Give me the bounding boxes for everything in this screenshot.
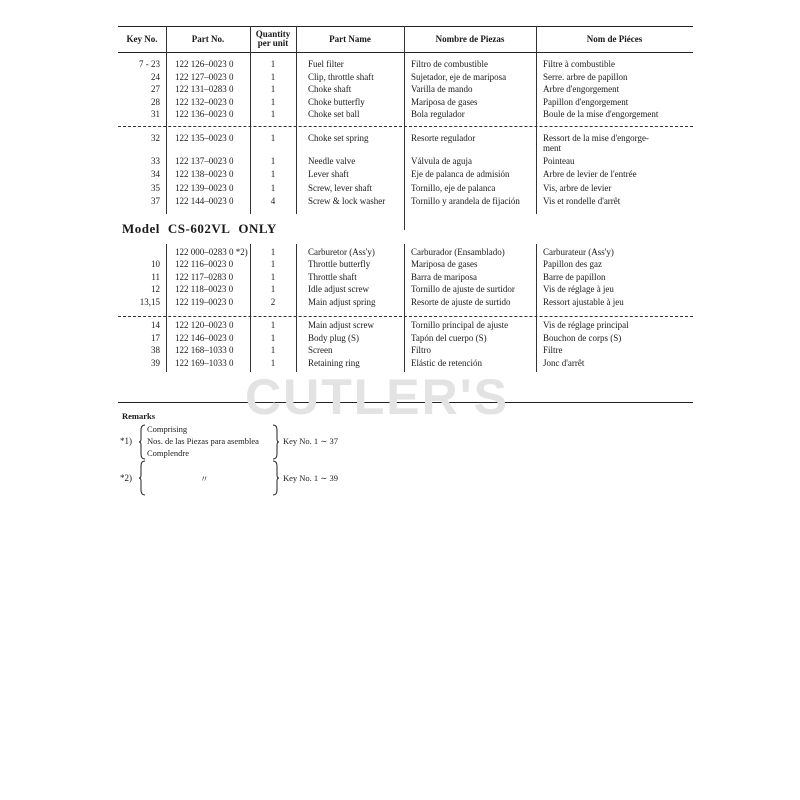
header-bottom-rule <box>118 52 693 53</box>
nombre-cell: Barra de mariposa <box>411 271 477 282</box>
nom-cell: Carburateur (Ass'y) <box>543 247 614 257</box>
key-no-cell: 27 <box>151 84 160 95</box>
key-no-cell: 32 <box>151 133 160 143</box>
quantity-cell: 1 <box>270 357 276 368</box>
part-no-cell: 122 139–0023 0 <box>175 182 234 193</box>
part-no-cell: 122 000–0283 0 *2) <box>175 247 248 257</box>
nom-cell: Arbre de levier de l'entrée <box>543 169 637 180</box>
key-no-cell: 14 <box>151 320 160 330</box>
part-no-cell: 122 131–0283 0 <box>175 84 234 95</box>
nombre-cell: Bola regulador <box>411 109 465 120</box>
nom-cell: Vis de réglage à jeu <box>543 284 614 295</box>
remark-1-line-3: Complendre <box>147 448 190 458</box>
model-suffix: ONLY <box>238 221 277 236</box>
nom-cell: Papillon des gaz <box>543 259 602 270</box>
part-name-cell: Choke butterfly <box>308 96 365 107</box>
part-no-cell: 122 127–0023 0 <box>175 71 234 82</box>
nombre-cell: Resorte regulador <box>411 133 476 143</box>
remarks-title: Remarks <box>122 411 156 421</box>
nombre-cell: Tapón del cuerpo (S) <box>411 332 487 343</box>
nombre-cell: Sujetador, eje de mariposa <box>411 71 507 82</box>
quantity-cell: 1 <box>270 71 276 82</box>
nombre-cell: Mariposa de gases <box>411 96 478 107</box>
nombre-cell: Resorte de ajuste de surtido <box>411 296 511 307</box>
part-name-cell: Lever shaft <box>308 169 349 180</box>
remark-1-key-range: Key No. 1 ∼ 37 <box>283 436 339 446</box>
key-no-cell: 39 <box>151 357 160 368</box>
table-row <box>0 332 800 344</box>
table-row <box>0 108 800 120</box>
part-no-cell: 122 144–0023 0 <box>175 195 234 206</box>
key-no-cell: 7 - 23 <box>139 59 160 69</box>
key-no-cell: 17 <box>151 332 160 343</box>
nombre-cell: Válvula de aguja <box>411 156 472 167</box>
quantity-cell: 4 <box>270 195 276 206</box>
header-quantity-line2: per unit <box>257 38 289 48</box>
part-name-cell: Fuel filter <box>308 59 344 69</box>
remark-2-left-brace <box>138 460 146 496</box>
nombre-cell: Filtro <box>411 345 432 356</box>
part-name-cell: Idle adjust screw <box>308 284 369 295</box>
quantity-cell: 1 <box>270 133 276 143</box>
nom-cell-continuation: ment <box>543 143 561 153</box>
group-separator-2 <box>118 316 693 317</box>
part-name-cell: Throttle butterfly <box>308 259 371 270</box>
table-row <box>0 155 800 167</box>
nom-cell: Arbre d'engorgement <box>543 84 620 95</box>
watermark-text: CUTLER'S <box>245 369 509 425</box>
remark-1-line-2: Nos. de las Piezas para asemblea <box>147 436 259 446</box>
nom-cell: Jonc d'arrêt <box>543 357 585 368</box>
nom-cell: Pointeau <box>543 156 575 167</box>
nombre-cell: Filtro de combustible <box>411 59 488 69</box>
key-no-cell: 10 <box>151 259 160 270</box>
nom-cell: Boule de la mise d'engorgement <box>543 109 659 120</box>
part-no-cell: 122 168–1033 0 <box>175 345 234 356</box>
quantity-cell: 1 <box>270 284 276 295</box>
header-nombre: Nombre de Piezas <box>435 34 505 44</box>
part-name-cell: Choke set ball <box>308 109 360 120</box>
remark-1-left-brace <box>138 424 146 460</box>
remark-1-line-1: Comprising <box>147 424 188 434</box>
key-no-cell: 37 <box>151 195 160 206</box>
table-row <box>0 83 800 95</box>
part-no-cell: 122 136–0023 0 <box>175 109 234 120</box>
part-name-cell: Needle valve <box>308 156 356 167</box>
part-name-cell: Clip, throttle shaft <box>308 71 374 82</box>
header-top-rule <box>118 26 693 27</box>
part-no-cell: 122 135–0023 0 <box>175 133 234 143</box>
quantity-cell: 1 <box>270 247 276 257</box>
nom-cell: Vis et rondelle d'arrêt <box>543 195 621 206</box>
table-row <box>0 58 800 70</box>
quantity-cell: 1 <box>270 345 276 356</box>
part-name-cell: Screen <box>308 345 333 356</box>
key-no-cell: 28 <box>151 96 160 107</box>
header-nom: Nom de Piéces <box>586 34 643 44</box>
header-quantity-line1: Quantity <box>255 29 291 39</box>
key-no-cell: 11 <box>151 271 160 282</box>
table-row <box>0 168 800 180</box>
quantity-cell: 1 <box>270 271 276 282</box>
quantity-cell: 1 <box>270 109 276 120</box>
nombre-cell: Tornillo, eje de palanca <box>411 182 496 193</box>
part-name-cell: Choke shaft <box>308 84 352 95</box>
part-no-cell: 122 137–0023 0 <box>175 156 234 167</box>
part-no-cell: 122 146–0023 0 <box>175 332 234 343</box>
quantity-cell: 1 <box>270 156 276 167</box>
part-no-cell: 122 126–0023 0 <box>175 59 234 69</box>
nom-cell: Ressort ajustable à jeu <box>543 296 624 307</box>
nom-cell: Filtre <box>543 345 563 356</box>
part-no-cell: 122 117–0283 0 <box>175 271 234 282</box>
table-row <box>0 246 800 258</box>
nombre-cell: Tornillo de ajuste de surtidor <box>411 284 515 295</box>
table-row <box>0 96 800 108</box>
quantity-cell: 1 <box>270 169 276 180</box>
quantity-cell: 1 <box>270 332 276 343</box>
nombre-cell: Tornillo principal de ajuste <box>411 320 509 330</box>
remark-2-label: *2) <box>120 473 132 483</box>
table-row <box>0 195 800 207</box>
part-name-cell: Main adjust screw <box>308 320 374 330</box>
part-name-cell: Screw & lock washer <box>308 195 386 206</box>
group-separator-1 <box>118 126 693 127</box>
part-no-cell: 122 118–0023 0 <box>175 284 234 295</box>
nombre-cell: Elástic de retención <box>411 357 482 368</box>
part-name-cell: Throttle shaft <box>308 271 357 282</box>
table-row <box>0 357 800 369</box>
key-no-cell: 12 <box>151 284 160 295</box>
part-name-cell: Main adjust spring <box>308 296 376 307</box>
model-name: CS-602VL <box>167 221 231 236</box>
key-no-cell: 31 <box>151 109 160 120</box>
key-no-cell: 33 <box>151 156 160 167</box>
table-row <box>0 182 800 194</box>
table-row <box>0 258 800 270</box>
header-key-no: Key No. <box>126 34 158 44</box>
part-name-cell: Carburetor (Ass'y) <box>308 247 375 257</box>
part-no-cell: 122 132–0023 0 <box>175 96 234 107</box>
part-no-cell: 122 116–0023 0 <box>175 259 234 270</box>
part-name-cell: Screw, lever shaft <box>308 182 373 193</box>
remark-1-right-brace <box>272 424 280 460</box>
part-name-cell: Retaining ring <box>308 357 360 368</box>
table-row <box>0 319 800 331</box>
key-no-cell: 35 <box>151 182 160 193</box>
part-no-cell: 122 169–1033 0 <box>175 357 234 368</box>
remark-2-right-brace <box>272 460 280 496</box>
key-no-cell: 38 <box>151 345 160 356</box>
nom-cell: Serre. arbre de papillon <box>543 71 628 82</box>
part-name-cell: Body plug (S) <box>308 332 360 343</box>
table-row <box>0 283 800 295</box>
key-no-cell: 24 <box>151 71 160 82</box>
remark-2-ditto-mark: 〃 <box>200 474 209 484</box>
quantity-cell: 1 <box>270 84 276 95</box>
nombre-cell: Varilla de mando <box>411 84 473 95</box>
nom-cell: Vis, arbre de levier <box>543 182 612 193</box>
nom-cell: Ressort de la mise d'engorge- <box>543 133 649 143</box>
model-heading <box>122 221 285 237</box>
nombre-cell: Eje de palanca de admisión <box>411 169 510 180</box>
table-row <box>0 344 800 356</box>
remark-2-key-range: Key No. 1 ∼ 39 <box>283 473 339 483</box>
table-row-continuation <box>0 142 800 154</box>
part-no-cell: 122 119–0023 0 <box>175 296 234 307</box>
nombre-cell: Carburador (Ensamblado) <box>411 247 505 257</box>
nom-cell: Filtre à combustible <box>543 59 615 69</box>
header-part-no: Part No. <box>191 34 225 44</box>
nom-cell: Bouchon de corps (S) <box>543 332 622 343</box>
nom-cell: Barre de papillon <box>543 271 606 282</box>
table-row <box>0 71 800 83</box>
table-row <box>0 271 800 283</box>
part-no-cell: 122 138–0023 0 <box>175 169 234 180</box>
part-no-cell: 122 120–0023 0 <box>175 320 234 330</box>
part-name-cell: Choke set spring <box>308 133 369 143</box>
nom-cell: Vis de réglage principal <box>543 320 629 330</box>
quantity-cell: 1 <box>270 259 276 270</box>
key-no-cell: 34 <box>151 169 160 180</box>
quantity-cell: 1 <box>270 96 276 107</box>
model-label: Model <box>122 221 160 236</box>
header-part-name: Part Name <box>329 34 371 44</box>
nombre-cell: Tornillo y arandela de fijación <box>411 195 520 206</box>
remark-1-label: *1) <box>120 436 132 446</box>
quantity-cell: 1 <box>270 59 276 69</box>
table-row <box>0 296 800 308</box>
nom-cell: Papillon d'engorgement <box>543 96 629 107</box>
nombre-cell: Mariposa de gases <box>411 259 478 270</box>
key-no-cell: 13,15 <box>139 296 160 307</box>
quantity-cell: 2 <box>270 296 276 307</box>
quantity-cell: 1 <box>270 182 276 193</box>
quantity-cell: 1 <box>270 320 276 330</box>
